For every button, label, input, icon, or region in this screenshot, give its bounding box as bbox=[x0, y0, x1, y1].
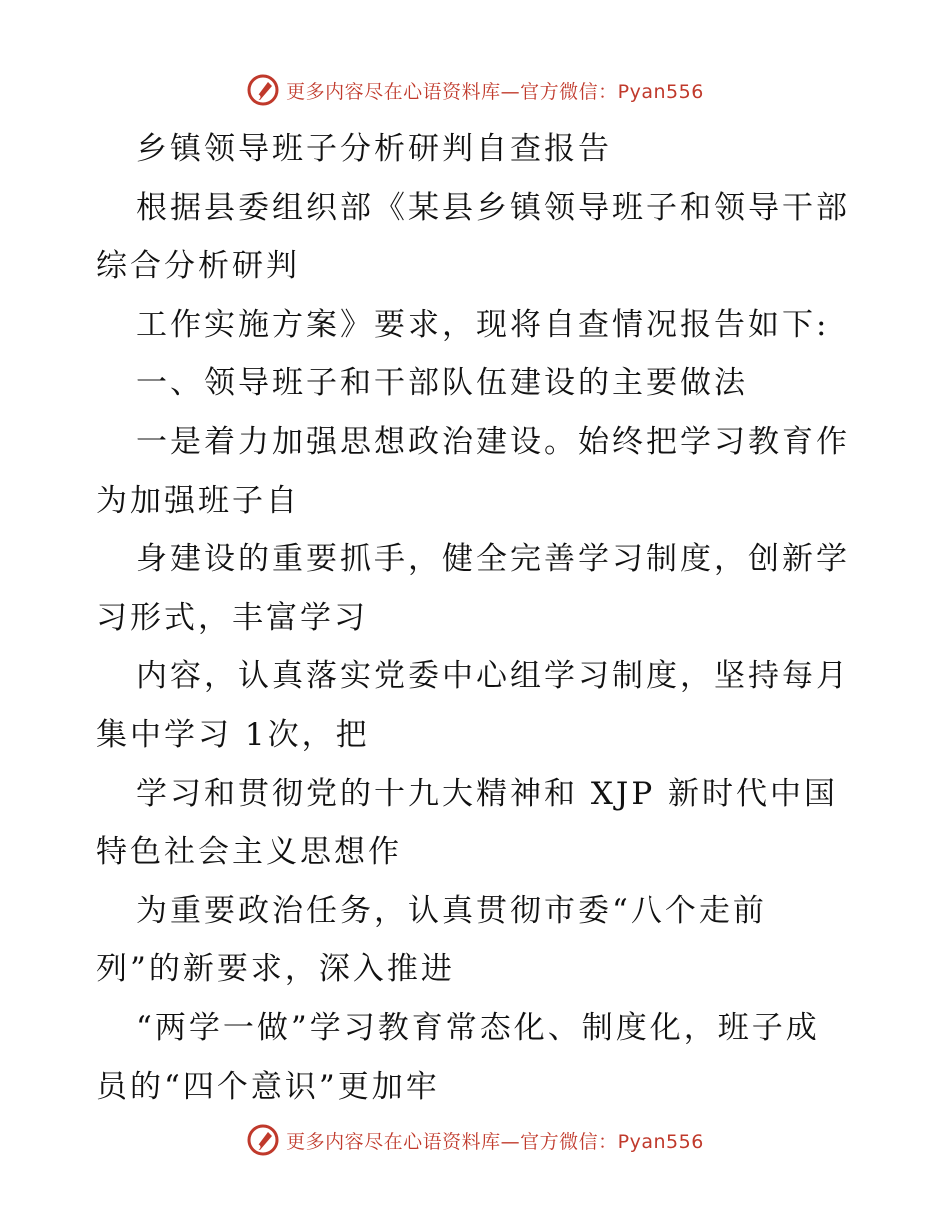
paragraph-line: 工作实施方案》要求，现将自查情况报告如下: bbox=[136, 306, 830, 343]
paragraph-line: 为加强班子自 bbox=[96, 482, 300, 519]
paragraph-line: 为重要政治任务，认真贯彻市委“八个走前 bbox=[136, 892, 767, 929]
paragraph-line: 根据县委组织部《某县乡镇领导班子和领导干部 bbox=[136, 189, 850, 226]
section-heading: 一、领导班子和干部队伍建设的主要做法 bbox=[136, 365, 748, 402]
paragraph-line: 一是着力加强思想政治建设。始终把学习教育作 bbox=[136, 423, 850, 460]
paragraph-line: “两学一做”学习教育常态化、制度化，班子成 bbox=[136, 1009, 820, 1046]
pen-nib-logo-icon bbox=[246, 73, 280, 107]
paragraph-line: 身建设的重要抓手，健全完善学习制度，创新学 bbox=[136, 541, 850, 578]
watermark-text: 更多内容尽在心语资料库—官方微信：Pyan556 bbox=[286, 80, 704, 103]
paragraph-line: 特色社会主义思想作 bbox=[96, 834, 402, 871]
paragraph-line: 列”的新要求，深入推进 bbox=[96, 951, 455, 988]
watermark-text: 更多内容尽在心语资料库—官方微信：Pyan556 bbox=[286, 1130, 704, 1153]
paragraph-line: 综合分析研判 bbox=[96, 248, 300, 285]
document-body bbox=[96, 120, 856, 1116]
paragraph-line: 习形式，丰富学习 bbox=[96, 599, 368, 636]
pen-nib-logo-icon bbox=[246, 1123, 280, 1157]
paragraph-line: 学习和贯彻党的十九大精神和 XJP 新时代中国 bbox=[136, 775, 839, 812]
paragraph-line: 内容，认真落实党委中心组学习制度，坚持每月 bbox=[136, 658, 850, 695]
paragraph-line: 员的“四个意识”更加牢 bbox=[96, 1068, 440, 1105]
watermark-header bbox=[0, 70, 950, 110]
watermark-footer bbox=[0, 1120, 950, 1160]
document-title: 乡镇领导班子分析研判自查报告 bbox=[136, 131, 612, 167]
paragraph-line: 集中学习 1次，把 bbox=[96, 716, 370, 753]
